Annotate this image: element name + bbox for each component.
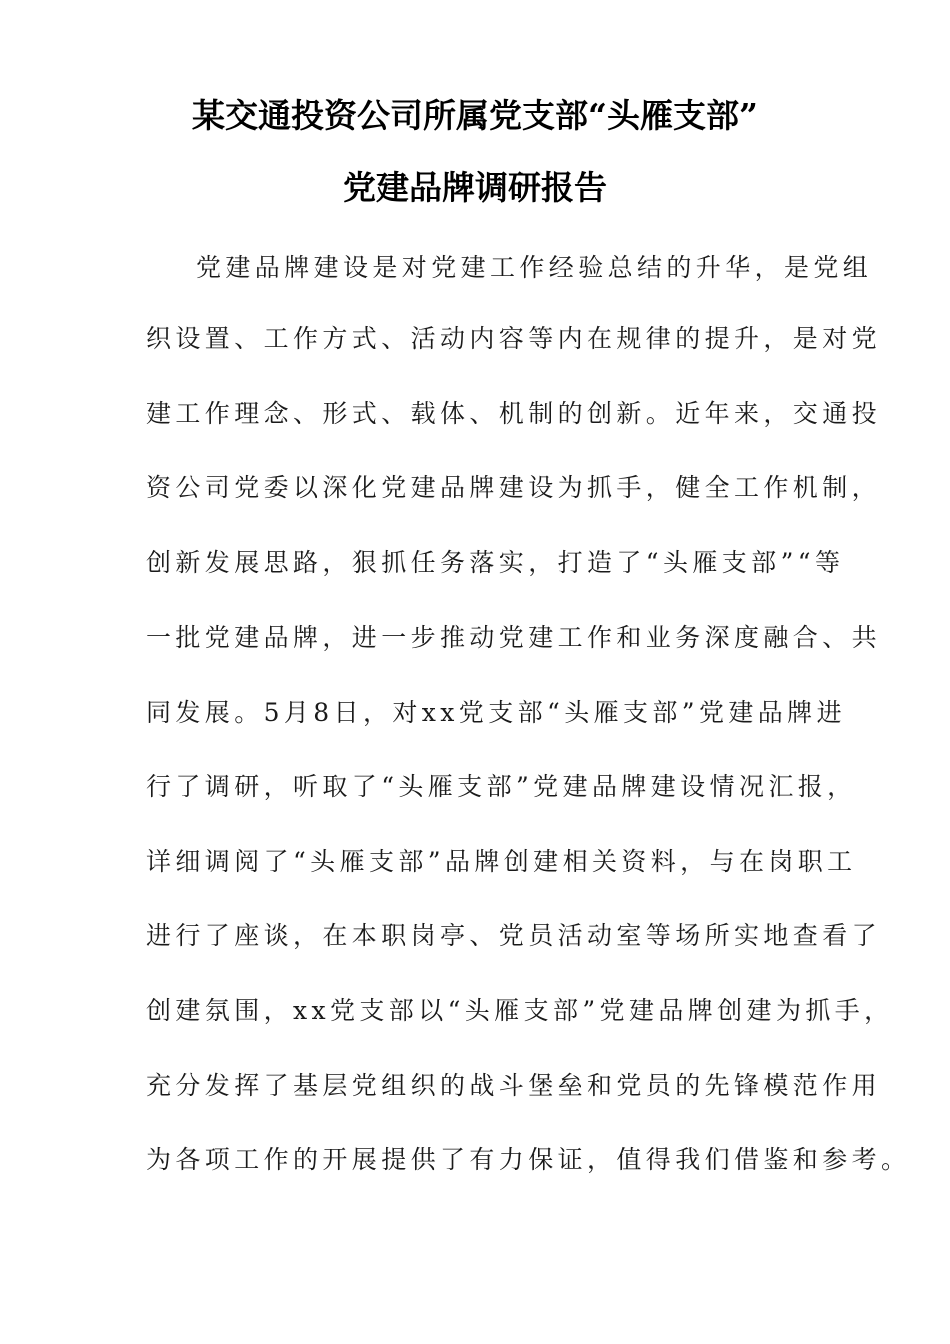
paragraph-line: 充分发挥了基层党组织的战斗堡垒和党员的先锋模范作用: [146, 1071, 882, 1100]
paragraph-line: 创新发展思路，狠抓任务落实，打造了“头雁支部”“等: [146, 548, 845, 577]
paragraph-line: 一批党建品牌，进一步推动党建工作和业务深度融合、共: [146, 623, 882, 652]
paragraph-line: 党建品牌建设是对党建工作经验总结的升华，是党组: [196, 253, 873, 282]
paragraph-line: 资公司党委以深化党建品牌建设为抓手，健全工作机制，: [146, 473, 882, 502]
paragraph-line: 建工作理念、形式、载体、机制的创新。近年来，交通投: [146, 399, 882, 428]
paragraph-line: 详细调阅了“头雁支部”品牌创建相关资料，与在岗职工: [146, 847, 857, 876]
paragraph-line: 为各项工作的开展提供了有力保证，值得我们借鉴和参考。: [146, 1145, 911, 1174]
paragraph-line: 同发展。5月8日，对xx党支部“头雁支部”党建品牌进: [146, 698, 846, 727]
paragraph-line: 行了调研，听取了“头雁支部”党建品牌建设情况汇报，: [146, 772, 857, 801]
document-title-line-2: 党建品牌调研报告: [343, 168, 607, 207]
paragraph-line: 创建氛围，xx党支部以“头雁支部”党建品牌创建为抓手，: [146, 996, 894, 1025]
paragraph-line: 进行了座谈，在本职岗亭、党员活动室等场所实地查看了: [146, 921, 882, 950]
document-title-line-1: 某交通投资公司所属党支部“头雁支部”: [192, 96, 758, 135]
paragraph-line: 织设置、工作方式、活动内容等内在规律的提升，是对党: [146, 324, 882, 353]
